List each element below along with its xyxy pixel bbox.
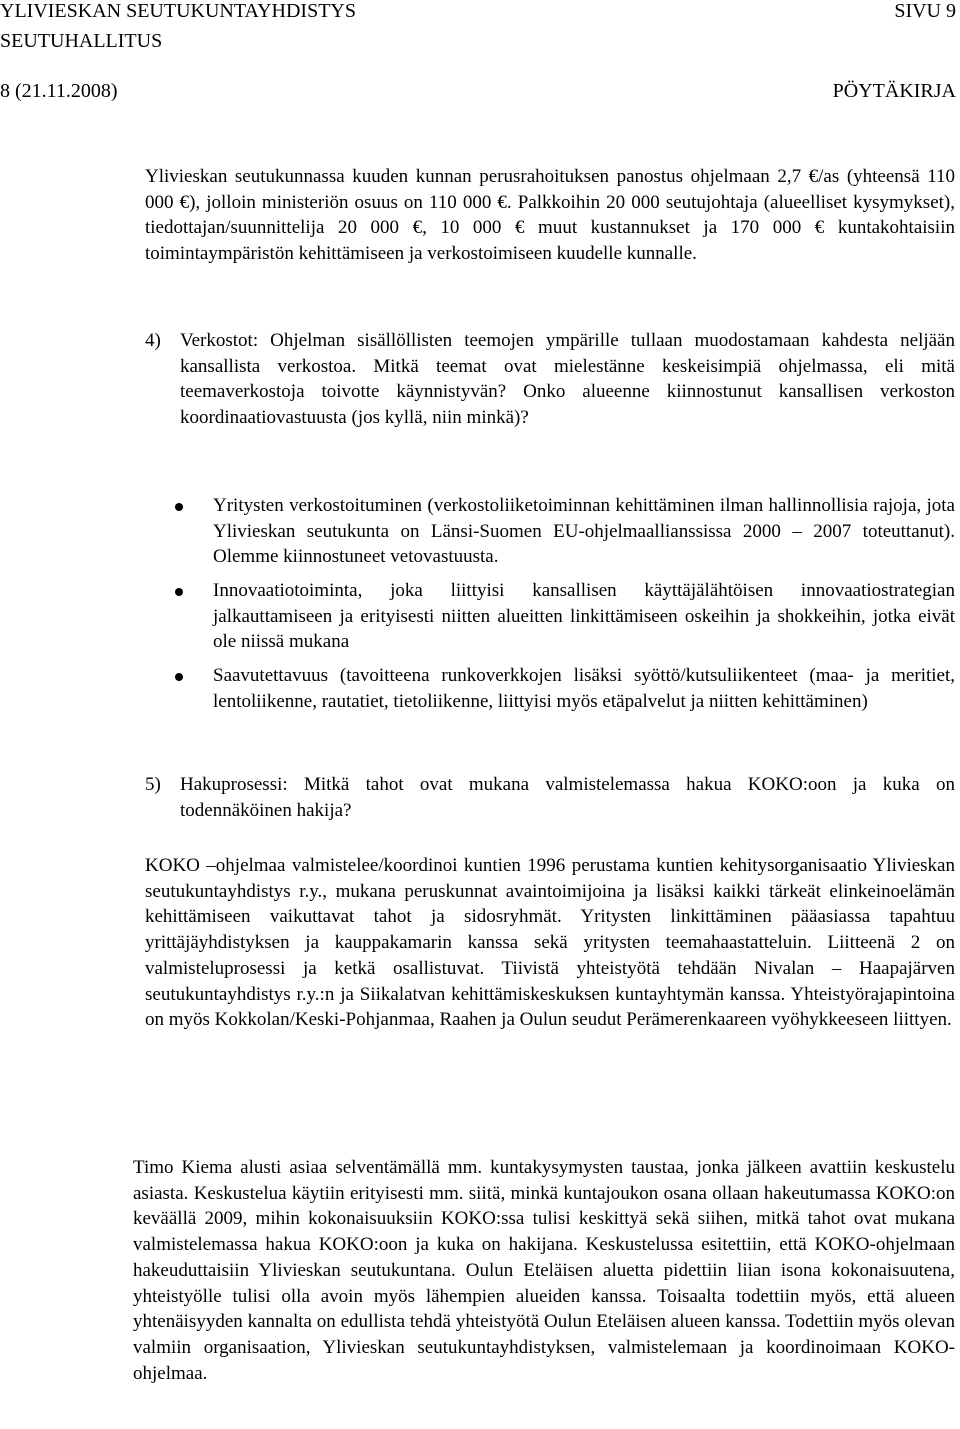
header-body: SEUTUHALLITUS	[0, 30, 163, 52]
question-5-number: 5)	[145, 774, 161, 795]
question-5-text: Hakuprosessi: Mitkä tahot ovat mukana valmistelemassa hakua KOKO:oon ja kuka on todennäköinen hakija?	[180, 774, 955, 821]
bullet-item-innovation: Innovaatiotoiminta, joka liittyisi kansallisen käyttäjälähtöisen innovaatiostrategian jalkauttamiseen ja erityisesti niitten alueitten linkittämiseen oskeihin ja shokkeihin, jotka eivät ole niissä mukana	[213, 580, 955, 653]
koko-paragraph: KOKO –ohjelmaa valmistelee/koordinoi kuntien 1996 perustama kuntien kehitysorganisaatio Ylivieskan seutukuntayhdistys r.y., mukana peruskunnat avaintoimijoina ja lisäksi kaikki tärkeät elinkeinoelämän kehittämiseen vaikuttavat tahot ja sidosryhmät. Yritysten linkittäminen pääasiassa tapahtuu yrittäjäyhdistyksen ja kauppakamarin kanssa sekä yritysten teemahaastatteluin. Liitteenä 2 on valmisteluprosessi ja ketkä osallistuvat. Tiivistä yhteistyötä tehdään Nivalan – Haapajärven seutukuntayhdistys r.y.:n ja Siikalatvan kehittämiskeskuksen kuntayhtymän kanssa. Yhteistyörajapintoina on myös Kokkolan/Keski-Pohjanmaa, Raahen ja Oulun seudut Perämerenkaareen vyöhykkeeseen liittyen.	[145, 855, 955, 1031]
bullet-icon	[175, 588, 183, 596]
header-doctype: PÖYTÄKIRJA	[832, 80, 956, 102]
bullet-icon	[175, 503, 183, 511]
bullet-item-accessibility: Saavutettavuus (tavoitteena runkoverkkojen lisäksi syöttö/kutsuliikenteet (maa- ja meritiet, lentoliikenne, rautatiet, tietoliikenne, liittyisi myös etäpalvelut ja niitten kehittäminen)	[213, 665, 955, 712]
question-4-text: Verkostot: Ohjelman sisällöllisten teemojen ympärille tullaan muodostamaan kahdesta neljään kansallista verkostoa. Mitkä teemat ovat mielestänne keskeisimpiä ohjelmassa, eli mitä teemaverkostoja toivotte käynnistyvän? Onko alueenne kiinnostunut kansallisen verkoston koordinaatiovastuusta (jos kyllä, niin minkä)?	[180, 330, 955, 429]
header-organization: YLIVIESKAN SEUTUKUNTAYHDISTYS	[0, 0, 356, 22]
question-4-number: 4)	[145, 330, 161, 351]
intro-paragraph: Ylivieskan seutukunnassa kuuden kunnan perusrahoituksen panostus ohjelmaan 2,7 €/as (yhteensä 110 000 €), jolloin ministeriön osuus on 110 000 €. Palkkoihin 20 000 seutujohtaja (alueelliset kysymykset), tiedottajan/suunnittelija 20 000 €, 10 000 € muut kustannukset ja 170 000 € kuntakohtaisiin toimintaympäristön kehittämiseen ja verkostoimiseen kuudelle kunnalle.	[145, 166, 955, 265]
header-page-number: SIVU 9	[894, 0, 956, 22]
discussion-paragraph: Timo Kiema alusti asiaa selventämällä mm. kuntakysymysten taustaa, jonka jälkeen avattiin keskustelu asiasta. Keskustelua käytiin erityisesti mm. siitä, minkä kuntajoukon osana ollaan hakeutumassa KOKO:on keväällä 2009, mihin kokonaisuuksiin KOKO:ssa tulisi keskittyä sekä siihen, mitkä tahot ovat mukana valmistelemassa hakua KOKO:oon ja kuka on hakijana. Keskustelussa esitettiin, että KOKO-ohjelmaan hakeuduttaisiin Ylivieskan seutukuntana. Oulun Eteläisen aluetta pidettiin liian isona kokonaisuutena, yhteistyölle tulisi olla avoin myös lähempien alueiden kanssa. Toisaalta todettiin myös, että alueen yhtenäisyyden kannalta on edullista tehdä yhteistyötä Oulun Eteläisen alueen kanssa. Todettiin myös olevan valmiin organisaation, Ylivieskan seutukuntayhdistyksen, valmistelemaan ja koordinoimaan KOKO-ohjelmaa.	[133, 1157, 955, 1384]
bullet-item-networking: Yritysten verkostoituminen (verkostoliiketoiminnan kehittäminen ilman hallinnollisia rajoja, jota Ylivieskan seutukunta on Länsi-Suomen EU-ohjelmaallianssissa 2000 – 2007 toteuttanut). Olemme kiinnostuneet vetovastuusta.	[213, 495, 955, 568]
header-meeting: 8 (21.11.2008)	[0, 80, 118, 102]
bullet-icon	[175, 673, 183, 681]
